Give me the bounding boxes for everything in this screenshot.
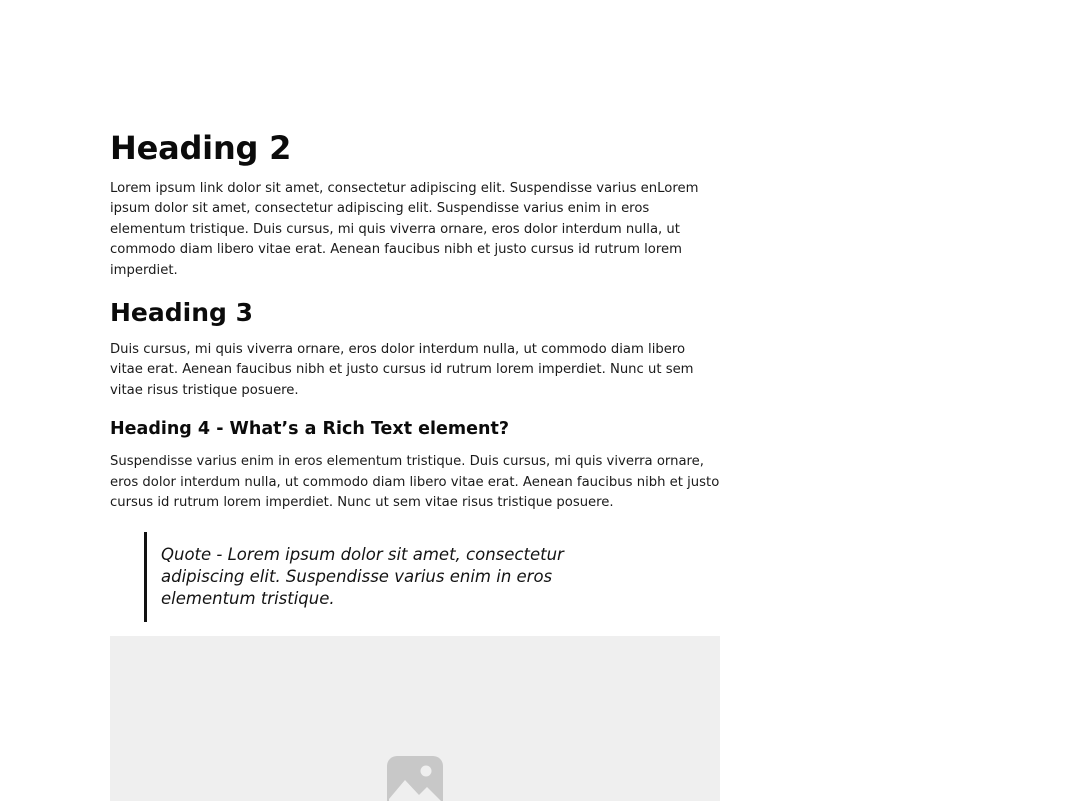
blockquote: Quote - Lorem ipsum dolor sit amet, consectetur adipiscing elit. Suspendisse varius enim in eros elementum tristique. (144, 532, 601, 622)
image-placeholder (110, 636, 720, 801)
paragraph-3: Suspendisse varius enim in eros elementum tristique. Duis cursus, mi quis viverra ornare, eros dolor interdum nulla, ut commodo diam libero vitae erat. Aenean faucibus nibh et justo cursus id rutrum lorem imperdiet. Nunc ut sem vitae risus tristique posuere. (110, 454, 720, 511)
heading-4: Heading 4 - What’s a Rich Text element? (110, 419, 509, 440)
heading-2: Heading 2 (110, 129, 292, 167)
heading-3: Heading 3 (110, 298, 254, 328)
paragraph-1: Lorem ipsum link dolor sit amet, consectetur adipiscing elit. Suspendisse varius enLorem ipsum dolor sit amet, consectetur adipiscing elit. Suspendisse varius enim in eros elementum tristique. Duis cursus, mi quis viverra ornare, eros dolor interdum nulla, ut commodo diam libero vitae erat. Aenean faucibus nibh et justo cursus id rutrum lorem imperdiet. (110, 181, 699, 278)
rich-text-block (110, 126, 720, 801)
image-icon (386, 755, 444, 801)
paragraph-2: Duis cursus, mi quis viverra ornare, eros dolor interdum nulla, ut commodo diam libero vitae erat. Aenean faucibus nibh et justo cursus id rutrum lorem imperdiet. Nunc ut sem vitae risus tristique posuere. (110, 342, 694, 398)
